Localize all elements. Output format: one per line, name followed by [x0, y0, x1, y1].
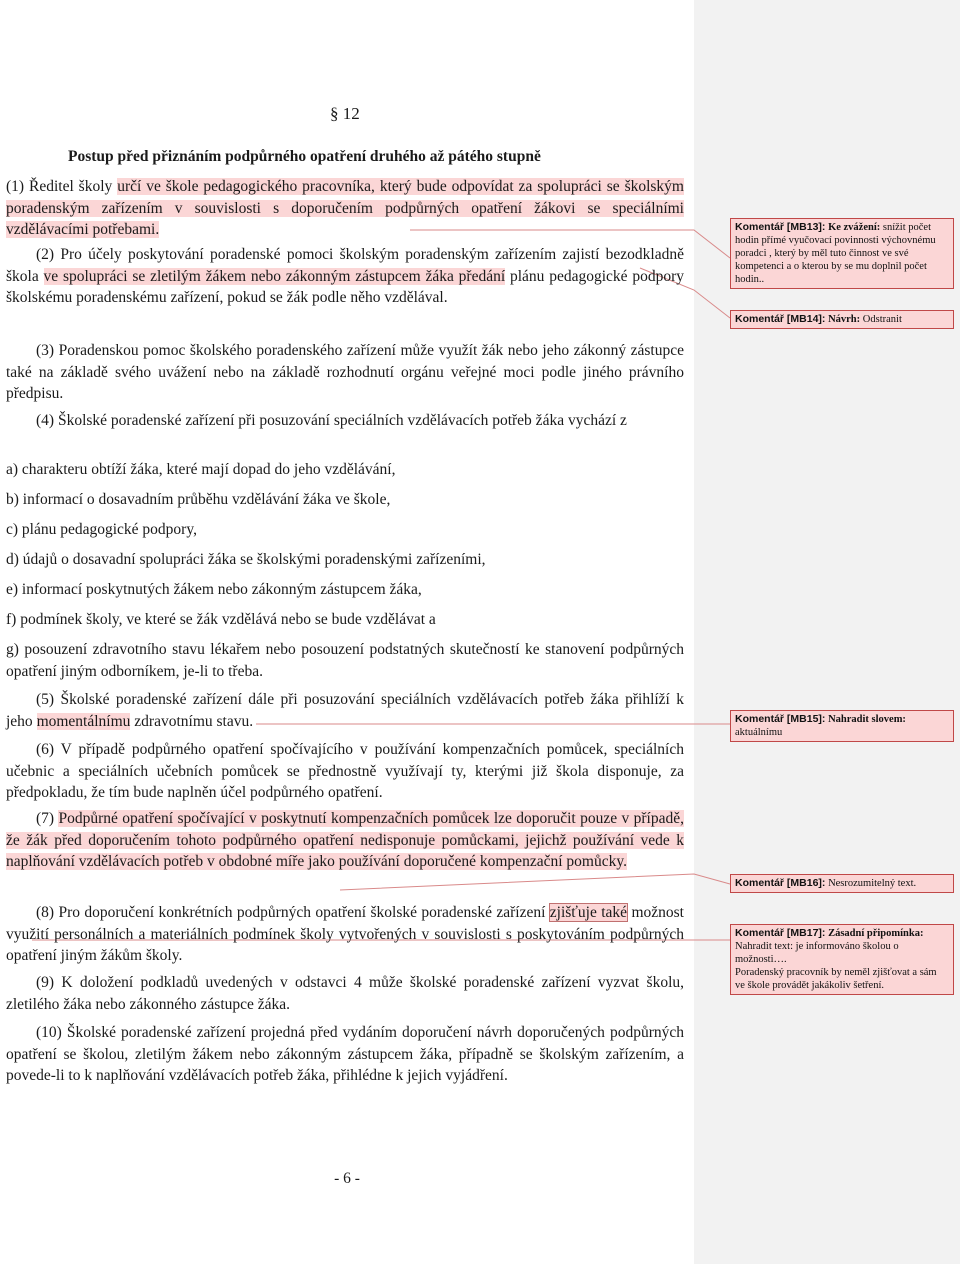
list-item-c: c) plánu pedagogické podpory, [6, 521, 197, 538]
list-item-e: e) informací poskytnutých žákem nebo zákonným zástupcem žáka, [6, 581, 422, 598]
paragraph-8: (8) Pro doporučení konkrétních podpůrných opatření školské poradenské zařízení zjišťuje také možnost využití personálních a materiálních podmínek školy vytvořených v souvislosti s poskytováním podpůrných opatření jiným žákům školy. [6, 904, 684, 964]
paragraph-5: (5) Školské poradenské zařízení dále při posuzování speciálních vzdělávacích potřeb žáka přihlíží k jeho momentálnímu zdravotnímu stavu. [6, 691, 684, 730]
paragraph-10: (10) Školské poradenské zařízení projedná před vydáním doporučení návrh doporučených podpůrných opatření se školou, zletilým žákem nebo zákonným zástupcem žáka, případně se školským zařízením, a povede-li to k naplňování vzdělávacích potřeb žáka, přihlédne k jejich vyjádření. [6, 1024, 684, 1084]
comment-anchor-mb13[interactable]: určí ve škole pedagogického pracovníka, který bude odpovídat za spolupráci se školským poradenským zařízením v souvislosti s doporučením podpůrných opatření žákovi se speciálními vzdělávacími potřebami. [6, 178, 684, 238]
list-item-b: b) informací o dosavadním průběhu vzdělávání žáka ve škole, [6, 491, 391, 508]
paragraph-2: (2) Pro účely poskytování poradenské pomoci školským poradenským zařízením zajistí bezodkladně škola ve spolupráci se zletilým žákem nebo zákonným zástupcem žáka předání plánu pedagogické podpory školskému poradenskému zařízení, pokud se žák podle něho vzdělával. [6, 246, 684, 306]
section-number: § 12 [330, 104, 360, 123]
paragraph-9: (9) K doložení podkladů uvedených v odstavci 4 může školské poradenské zařízení vyzvat školu, zletilého žáka nebo zákonného zástupce žáka. [6, 974, 684, 1013]
list-item-f: f) podmínek školy, ve které se žák vzdělává nebo se bude vzdělávat a [6, 611, 436, 628]
comment-margin [694, 0, 960, 1264]
page-number: - 6 - [334, 1170, 360, 1187]
list-item-g: g) posouzení zdravotního stavu lékařem nebo posouzení podstatných skutečností ke stanovení podpůrných opatření jiným odborníkem, je-li to třeba. [6, 641, 684, 680]
paragraph-4: (4) Školské poradenské zařízení při posuzování speciálních vzdělávacích potřeb žáka vychází z [36, 412, 627, 429]
comment-mb17[interactable]: Komentář [MB17]: Zásadní připomínka: Nahradit text: je informováno školou o možnosti…. Poradenský pracovník by neměl zjišťovat a sám ve škole provádět jakákoliv šetření. [730, 924, 954, 995]
paragraph-7: (7) Podpůrné opatření spočívající v poskytnutí kompenzačních pomůcek lze doporučit pouze v případě, že žák před doporučením tohoto podpůrného opatření nedisponuje pomůckami, jejichž používání vede k naplňování vzdělávacích potřeb v obdobné míře jako používání doporučené kompenzační pomůcky. [6, 810, 684, 870]
list-item-d: d) údajů o dosavadní spolupráci žáka se školskými poradenskými zařízeními, [6, 551, 486, 568]
comment-anchor-mb15[interactable]: momentálnímu [36, 712, 131, 730]
paragraph-6: (6) V případě podpůrného opatření spočívajícího v používání kompenzačních pomůcek, speciálních učebnic a speciálních učebních pomůcek se přednostně využívají ty, kterými již škola disponuje, za předpokladu, že tím bude naplněn účel podpůrného opatření. [6, 741, 684, 801]
comment-mb16[interactable]: Komentář [MB16]: Nesrozumitelný text. [730, 874, 954, 893]
paragraph-3: (3) Poradenskou pomoc školského poradenského zařízení může využít žák nebo jeho zákonný zástupce také na základě svého uvážení nebo na základě rozhodnutí orgánu veřejné moci podle jiného právního předpisu. [6, 342, 684, 402]
comment-mb14[interactable]: Komentář [MB14]: Návrh: Odstranit [730, 310, 954, 329]
list-item-a: a) charakteru obtíží žáka, které mají dopad do jeho vzdělávání, [6, 461, 396, 478]
comment-anchor-mb16[interactable]: Podpůrné opatření spočívající v poskytnutí kompenzačních pomůcek lze doporučit pouze v případě, že žák před doporučením tohoto podpůrného opatření nedisponuje pomůckami, jejichž používání vede k naplňování vzdělávacích potřeb v obdobné míře jako používání doporučené kompenzační pomůcky. [6, 810, 684, 870]
comment-mb13[interactable]: Komentář [MB13]: Ke zvážení: snížit počet hodin přímé vyučovací povinnosti výchovnému poradci , který by měl tuto činnost ve své kompetenci a o kterou by se mu doplnil počet hodin.. [730, 218, 954, 289]
comment-mb15[interactable]: Komentář [MB15]: Nahradit slovem: aktuálnímu [730, 710, 954, 742]
paragraph-1: (1) Ředitel školy určí ve škole pedagogického pracovníka, který bude odpovídat za spolupráci se školským poradenským zařízením v souvislosti s doporučením podpůrných opatření žákovi se speciálními vzdělávacími potřebami. [6, 178, 684, 238]
section-heading: Postup před přiznáním podpůrného opatření druhého až pátého stupně [68, 148, 541, 165]
comment-anchor-mb14[interactable]: ve spolupráci se zletilým žákem nebo zákonným zástupcem žáka [43, 267, 459, 285]
comment-anchor-mb17[interactable]: zjišťuje také [549, 904, 628, 921]
